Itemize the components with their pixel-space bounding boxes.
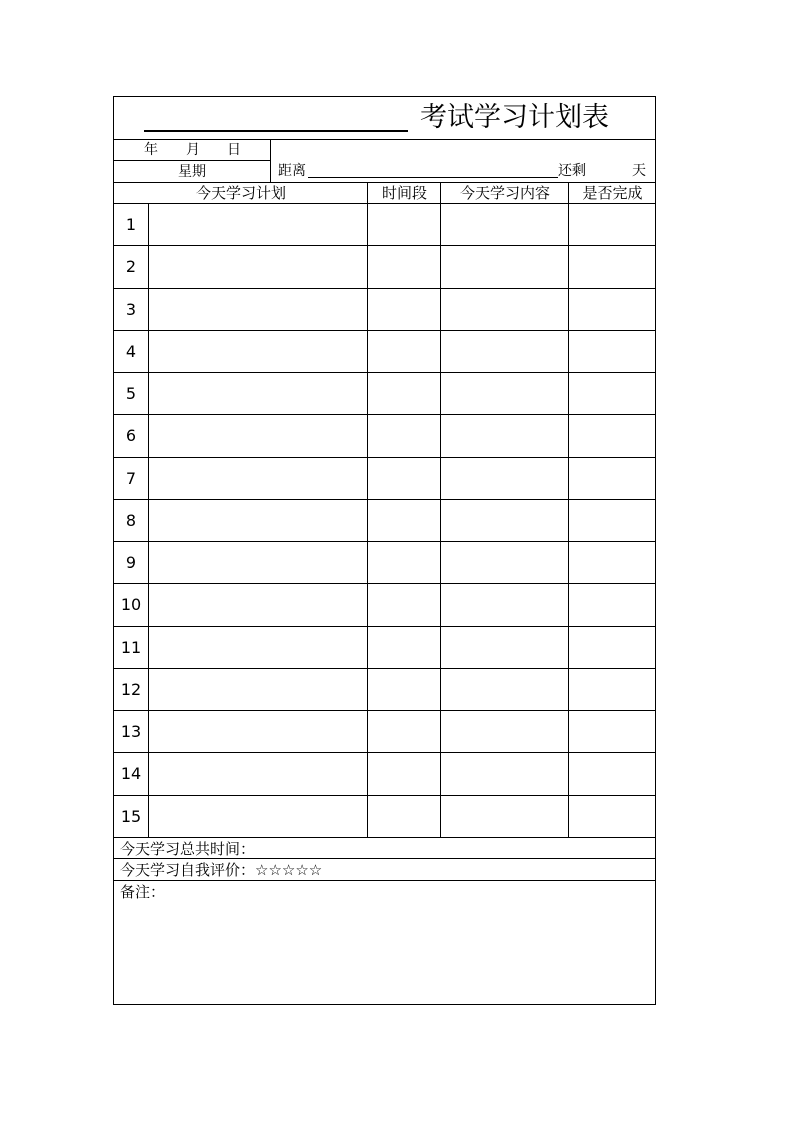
table-row [114,204,655,246]
plan-cell[interactable] [149,246,367,287]
table-row [114,415,655,457]
content-cell[interactable] [441,542,568,583]
row-number: 12 [120,679,142,699]
remaining-label: 还剩 [558,163,586,179]
table-row [114,246,655,288]
content-cell[interactable] [441,331,568,372]
content-cell[interactable] [441,204,568,245]
self-eval-row[interactable] [114,859,655,881]
period-cell[interactable] [368,246,440,287]
exam-name-blank-line[interactable] [144,130,408,132]
period-cell[interactable] [368,796,440,837]
row-number: 15 [120,806,142,826]
done-cell[interactable] [569,289,655,330]
done-cell[interactable] [569,669,655,710]
content-cell[interactable] [441,415,568,456]
period-cell[interactable] [368,500,440,541]
period-cell[interactable] [368,711,440,752]
self-eval-label: 今天学习自我评价：☆☆☆☆☆ [120,861,323,879]
table-row [114,711,655,753]
table-row [114,373,655,415]
plan-cell[interactable] [149,415,367,456]
table-row [114,753,655,795]
period-cell[interactable] [368,542,440,583]
content-cell[interactable] [441,753,568,794]
row-number: 14 [120,764,142,784]
period-cell[interactable] [368,627,440,668]
content-cell[interactable] [441,627,568,668]
table-row [114,289,655,331]
period-cell[interactable] [368,415,440,456]
study-plan-sheet [113,96,656,1005]
done-cell[interactable] [569,796,655,837]
period-cell[interactable] [368,289,440,330]
plan-cell[interactable] [149,331,367,372]
plan-cell[interactable] [149,204,367,245]
divider [367,204,368,838]
table-row [114,500,655,542]
weekday-label: 星期 [178,164,206,180]
done-cell[interactable] [569,500,655,541]
plan-cell[interactable] [149,500,367,541]
header-done: 是否完成 [582,184,643,202]
row-number: 13 [120,722,142,742]
row-number: 9 [125,553,137,573]
row-number: 5 [125,384,137,404]
done-cell[interactable] [569,373,655,414]
content-cell[interactable] [441,458,568,499]
table-row [114,458,655,500]
content-cell[interactable] [441,669,568,710]
content-cell[interactable] [441,584,568,625]
row-number: 6 [125,426,137,446]
year-label: 年 [144,142,158,158]
plan-table-body [114,204,655,838]
period-cell[interactable] [368,373,440,414]
done-cell[interactable] [569,711,655,752]
done-cell[interactable] [569,753,655,794]
plan-cell[interactable] [149,542,367,583]
header-content: 今天学习内容 [459,184,550,202]
divider [148,204,149,838]
content-cell[interactable] [441,711,568,752]
content-cell[interactable] [441,373,568,414]
row-number: 3 [125,299,137,319]
done-cell[interactable] [569,204,655,245]
days-label: 天 [632,163,646,179]
distance-blank-line[interactable] [308,177,558,178]
period-cell[interactable] [368,753,440,794]
plan-cell[interactable] [149,373,367,414]
total-time-label: 今天学习总共时间： [120,840,256,858]
done-cell[interactable] [569,246,655,287]
countdown-field[interactable] [278,163,648,181]
plan-cell[interactable] [149,796,367,837]
row-number: 7 [125,468,137,488]
page-title: 考试学习计划表 [420,102,609,133]
table-row [114,331,655,373]
period-cell[interactable] [368,458,440,499]
table-row [114,542,655,584]
notes-label: 备注： [120,883,166,901]
table-header-row [114,183,655,204]
plan-cell[interactable] [149,627,367,668]
done-cell[interactable] [569,415,655,456]
row-number: 2 [125,257,137,277]
day-label: 日 [227,142,241,158]
period-cell[interactable] [368,204,440,245]
plan-cell[interactable] [149,584,367,625]
content-cell[interactable] [441,289,568,330]
content-cell[interactable] [441,500,568,541]
row-number: 10 [120,595,142,615]
table-row [114,584,655,626]
row-number: 1 [125,215,137,234]
done-cell[interactable] [569,458,655,499]
plan-cell[interactable] [149,753,367,794]
plan-cell[interactable] [149,289,367,330]
plan-cell[interactable] [149,669,367,710]
period-cell[interactable] [368,669,440,710]
table-row [114,796,655,838]
content-cell[interactable] [441,796,568,837]
header-plan: 今天学习计划 [195,184,286,202]
plan-cell[interactable] [149,711,367,752]
notes-area[interactable] [114,881,655,1004]
month-label: 月 [186,142,200,158]
header-period: 时间段 [381,184,427,202]
content-cell[interactable] [441,246,568,287]
divider [568,204,569,838]
done-cell[interactable] [569,584,655,625]
plan-cell[interactable] [149,458,367,499]
row-number: 11 [120,637,142,657]
weekday-field[interactable] [114,161,270,182]
date-field[interactable] [114,140,270,161]
total-time-row[interactable] [114,838,655,859]
period-cell[interactable] [368,331,440,372]
distance-label: 距离 [278,163,306,179]
done-cell[interactable] [569,331,655,372]
table-row [114,627,655,669]
period-cell[interactable] [368,584,440,625]
table-row [114,669,655,711]
date-cell [114,140,271,183]
done-cell[interactable] [569,627,655,668]
title-row [114,97,655,140]
done-cell[interactable] [569,542,655,583]
row-number: 4 [125,341,137,361]
row-number: 8 [125,510,137,530]
divider [440,204,441,838]
